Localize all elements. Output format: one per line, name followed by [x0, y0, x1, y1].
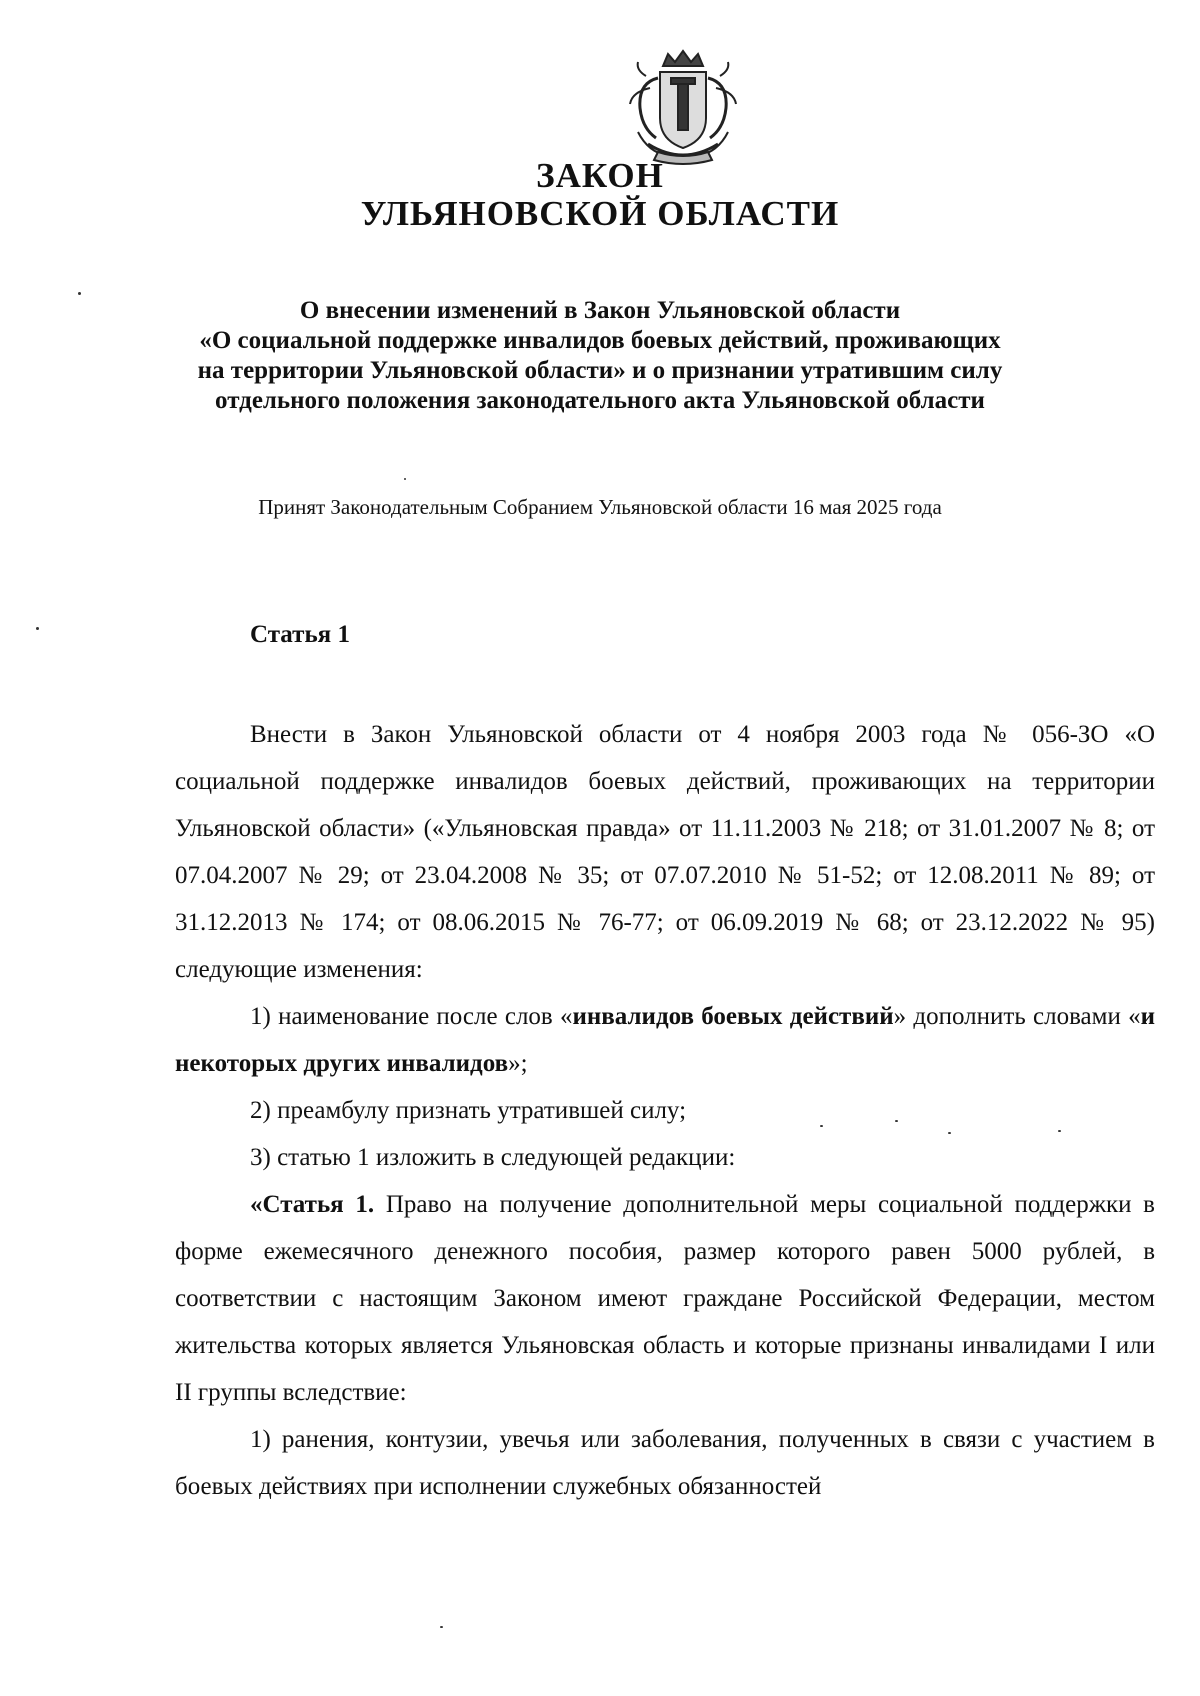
- scan-speck: [78, 292, 81, 295]
- subitem-1: 1) ранения, контузии, увечья или заболевания, полученных в связи с участием в боевых действиях при исполнении служебных обязанностей: [175, 1426, 1155, 1500]
- scan-speck: [404, 478, 406, 480]
- item-1-bold-1: инвалидов боевых действий: [572, 1003, 894, 1030]
- article-heading: Статья 1: [250, 621, 350, 648]
- title-line-1: ЗАКОН: [536, 156, 664, 195]
- coat-of-arms-icon: [608, 48, 758, 168]
- item-3: 3) статью 1 изложить в следующей редакции:: [250, 1144, 736, 1171]
- item-1-middle: » дополнить словами «: [893, 1003, 1141, 1030]
- scan-speck: [440, 1626, 443, 1628]
- intro-paragraph: Внести в Закон Ульяновской области от 4 ноября 2003 года № 056-ЗО «О социальной поддержке инвалидов боевых действий, проживающих на территории Ульяновской области» («Ульяновская правда» от 11.11.2003 № 218; от 31.01.2007 № 8; от 07.04.2007 № 29; от 23.04.2008 № 35; от 07.07.2010 № 51-52; от 12.08.2011 № 89; от 31.12.2013 № 174; от 08.06.2015 № 76-77; от 06.09.2019 № 68; от 23.12.2022 № 95) следующие изменения:: [175, 721, 1155, 983]
- law-subject: [140, 296, 1060, 416]
- subject-line: отдельного положения законодательного акта Ульяновской области: [215, 387, 985, 414]
- scan-speck: [36, 627, 39, 630]
- item-2: 2) преамбулу признать утратившей силу;: [250, 1097, 687, 1124]
- new-article-text: Право на получение дополнительной меры социальной поддержки в форме ежемесячного денежного пособия, размер которого равен 5000 рублей, в соответствии с настоящим Законом имеют граждане Российской Федерации, местом жительства которых является Ульяновская область и которые признаны инвалидами I или II группы вследствие:: [175, 1191, 1155, 1406]
- subject-line: на территории Ульяновской области» и о признании утратившим силу: [197, 357, 1003, 384]
- article-body: [175, 711, 1155, 1510]
- new-article-label: Статья 1.: [262, 1191, 375, 1218]
- new-article-1: [175, 1181, 1155, 1416]
- item-1: [175, 993, 1155, 1087]
- item-1-bold-2: и некоторых других инвалидов: [175, 1003, 1156, 1077]
- item-1-suffix: »;: [508, 1050, 528, 1077]
- scan-speck: [948, 1132, 951, 1134]
- scan-speck: [820, 1125, 823, 1127]
- item-1-prefix: 1) наименование после слов «: [250, 1003, 573, 1030]
- subject-line: О внесении изменений в Закон Ульяновской области: [299, 297, 901, 324]
- adoption-statement: Принят Законодательным Собранием Ульяновской области 16 мая 2025 года: [258, 495, 942, 519]
- title-line-2: УЛЬЯНОВСКОЙ ОБЛАСТИ: [360, 194, 840, 233]
- scan-speck: [895, 1120, 898, 1122]
- new-article-open: «: [250, 1191, 263, 1218]
- subject-line: «О социальной поддержке инвалидов боевых действий, проживающих: [199, 327, 1001, 354]
- scan-speck: [1058, 1130, 1061, 1132]
